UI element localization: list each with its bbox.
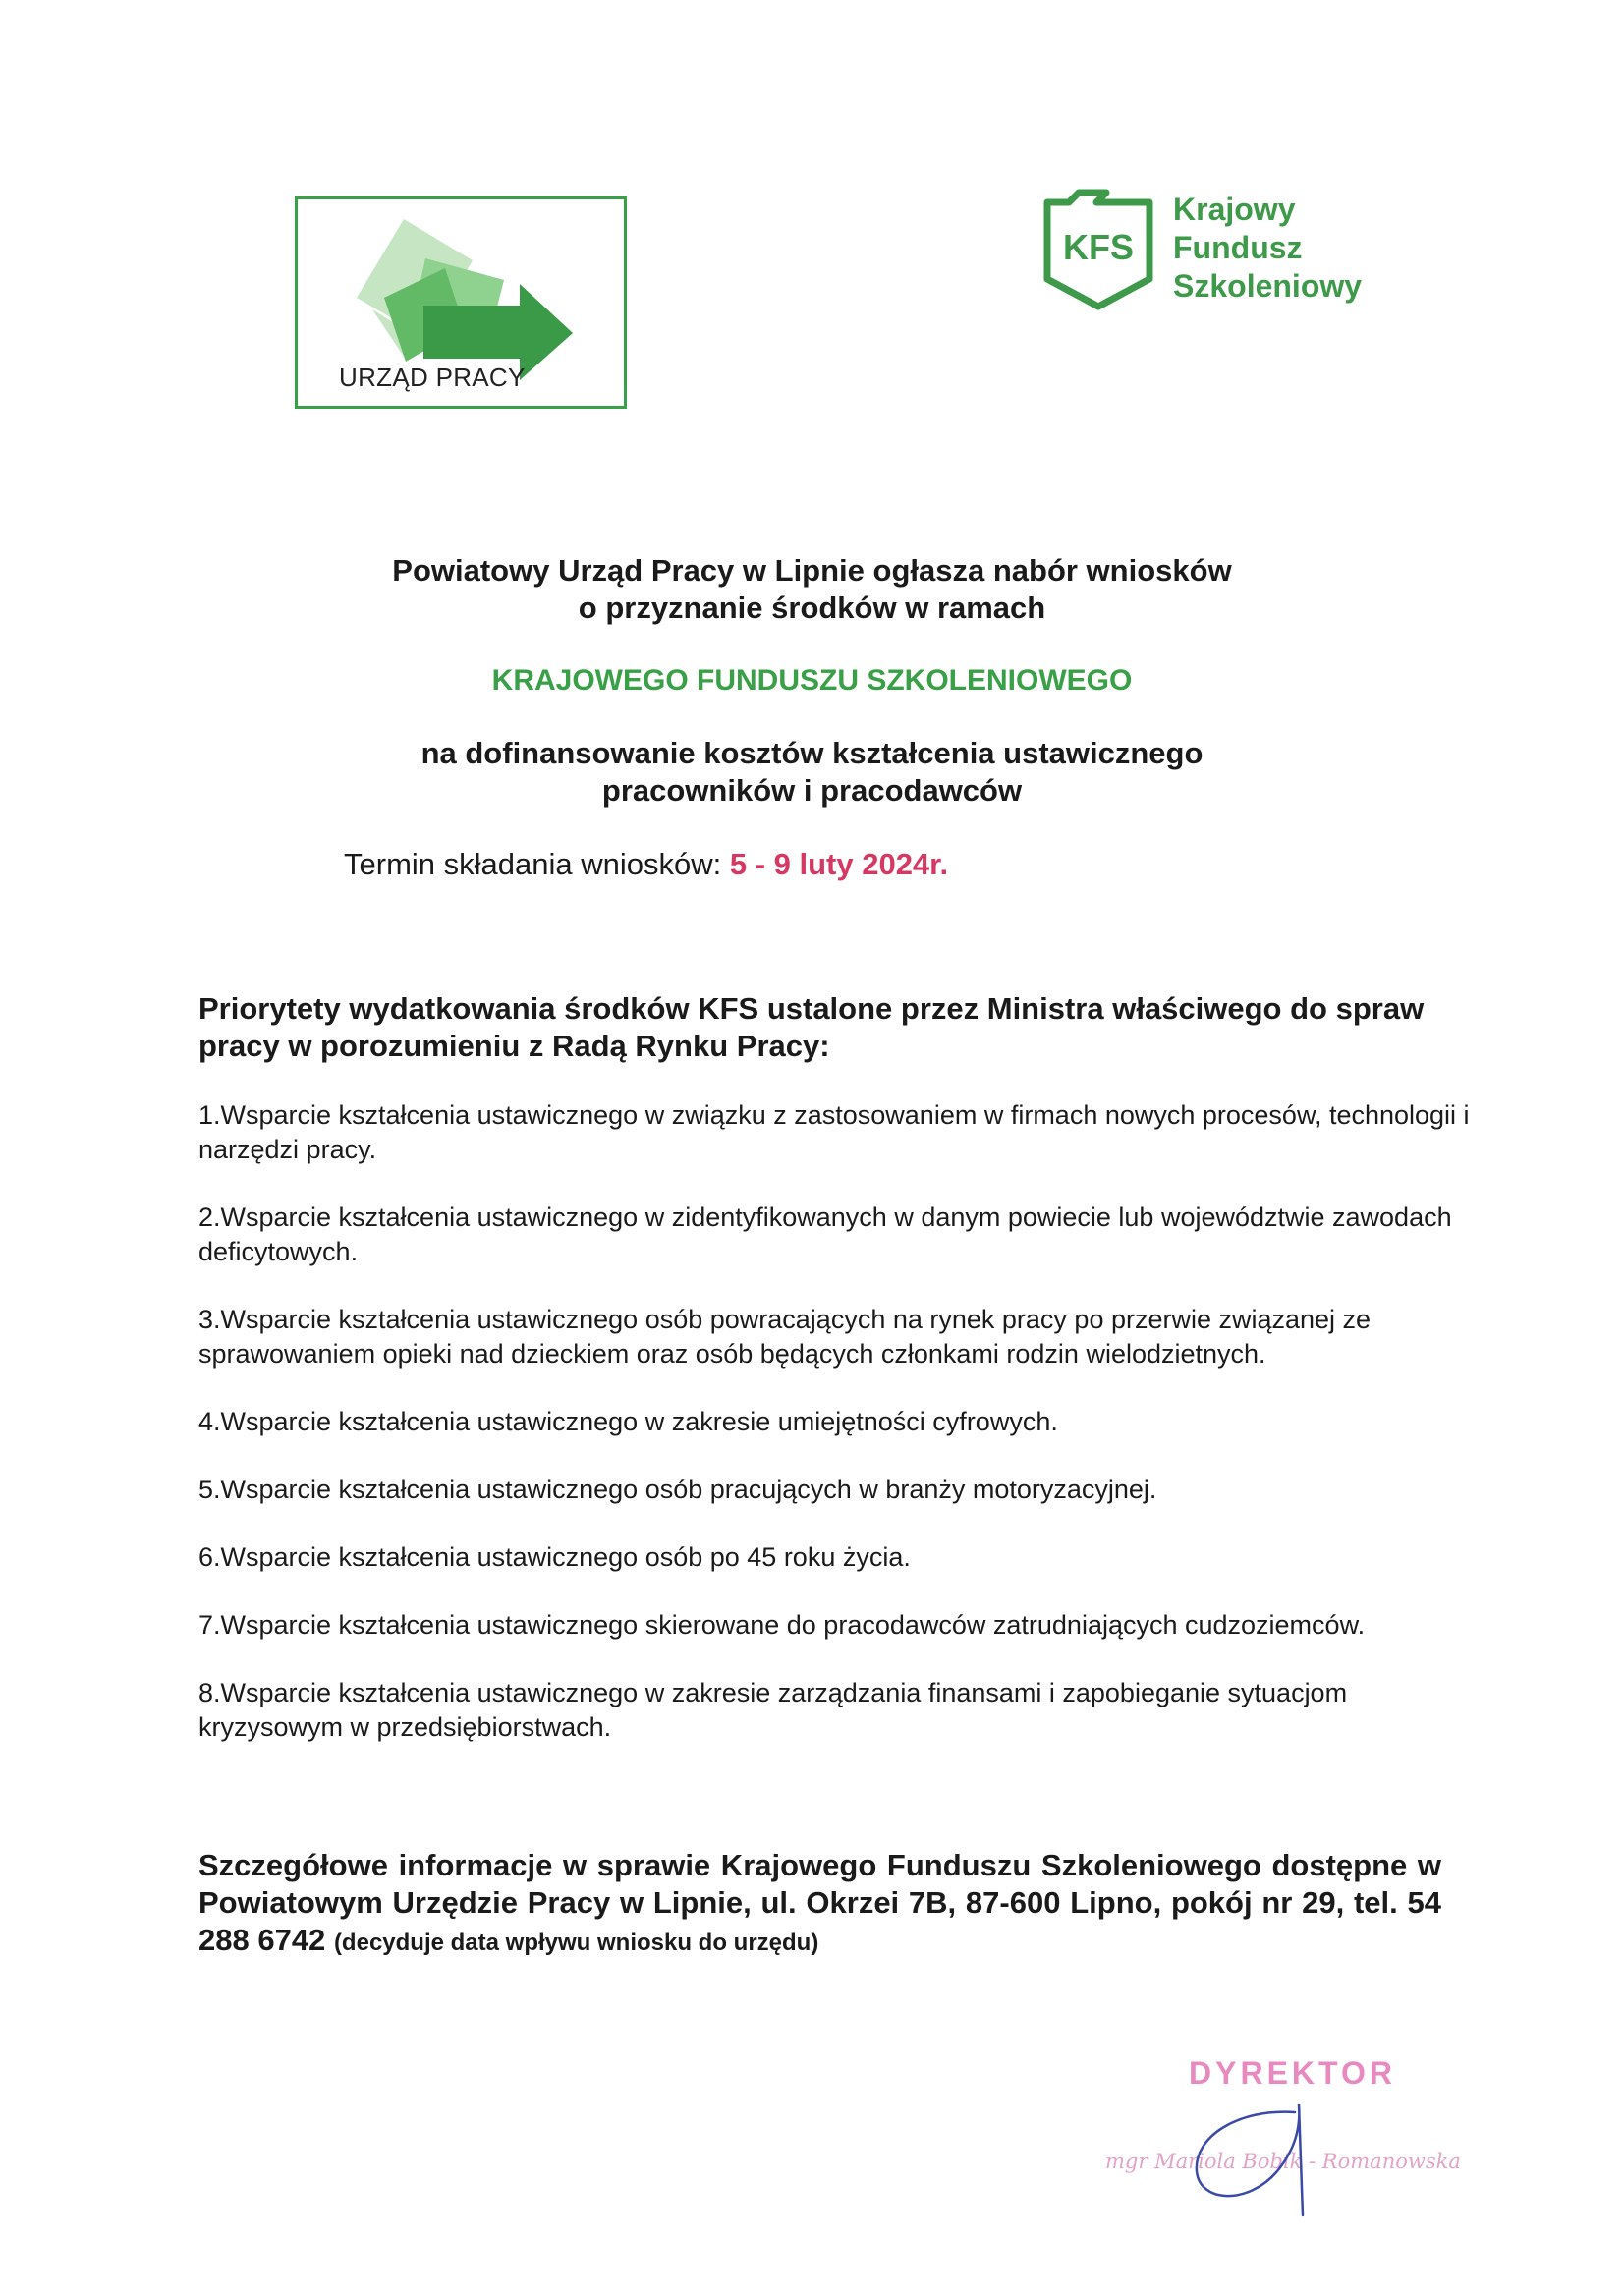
stamp-title: DYREKTOR (1189, 2055, 1396, 2091)
list-item: 4.Wsparcie kształcenia ustawicznego w zakresie umiejętności cyfrowych. (198, 1407, 1058, 1436)
list-item: 8.Wsparcie kształcenia ustawicznego w zakresie zarządzania finansami i zapobieganie sytuacjom kryzysowym w przedsiębiorstwach. (198, 1678, 1348, 1742)
fund-title: KRAJOWEGO FUNDUSZU SZKOLENIOWEGO (491, 664, 1133, 697)
kfs-line-2: Fundusz (1173, 230, 1303, 265)
list-item: 2.Wsparcie kształcenia ustawicznego w zidentyfikowanych w danym powiecie lub województwie zawodach deficytowych. (198, 1203, 1452, 1266)
deadline (344, 847, 948, 882)
purpose-line-1: na dofinansowanie kosztów kształcenia ustawicznego (420, 736, 1204, 770)
header-line-1: Powiatowy Urząd Pracy w Lipnie ogłasza nabór wniosków (392, 553, 1232, 588)
announcement-header (0, 552, 1624, 627)
deadline-label: Termin składania wniosków: (344, 847, 722, 881)
list-item: 5.Wsparcie kształcenia ustawicznego osób pracujących w branży motoryzacyjnej. (198, 1475, 1157, 1504)
purpose-line-2: pracowników i pracodawców (601, 773, 1023, 808)
priorities-list (198, 1098, 1476, 1778)
signature-icon (1081, 2043, 1493, 2220)
list-item: 1.Wsparcie kształcenia ustawicznego w związku z zastosowaniem w firmach nowych procesów, technologii i narzędzi pracy. (198, 1100, 1470, 1164)
stamp-name: mgr Mariola Bobik - Romanowska (1105, 2150, 1461, 2173)
contact-note: (decyduje data wpływu wniosku do urzędu) (333, 1930, 819, 1956)
kfs-abbr: KFS (1063, 227, 1134, 267)
kfs-line-3: Szkoleniowy (1173, 268, 1363, 304)
director-stamp (1081, 2043, 1493, 2220)
kfs-logo (1039, 189, 1393, 316)
kfs-line-1: Krajowy (1173, 192, 1296, 227)
contact-info (198, 1847, 1441, 1962)
header-line-2: o przyznanie środków w ramach (578, 590, 1046, 625)
kfs-wordmark (1173, 191, 1362, 306)
list-item: 6.Wsparcie kształcenia ustawicznego osób po 45 roku życia. (198, 1542, 911, 1572)
purpose (0, 735, 1624, 810)
kfs-badge-icon (1039, 189, 1167, 316)
deadline-date: 5 - 9 luty 2024r. (729, 847, 949, 881)
list-item: 7.Wsparcie kształcenia ustawicznego skierowane do pracodawców zatrudniających cudzoziemców. (198, 1610, 1366, 1640)
list-item: 3.Wsparcie kształcenia ustawicznego osób powracających na rynek pracy po przerwie związanej ze sprawowaniem opieki nad dzieckiem oraz osób będących członkami rodzin wielodzietnych. (198, 1305, 1372, 1369)
urzad-pracy-label: URZĄD PRACY (339, 363, 526, 392)
urzad-pracy-logo (295, 196, 627, 409)
priorities-heading: Priorytety wydatkowania środków KFS ustalone przez Ministra właściwego do spraw pracy w porozumieniu z Radą Rynku Pracy: (198, 991, 1425, 1063)
contact-text: Szczegółowe informacje w sprawie Krajowego Funduszu Szkoleniowego dostępne w Powiatowym Urzędzie Pracy w Lipnie, ul. Okrzei 7B, 87-600 Lipno, pokój nr 29, tel. 54 288 6742 (198, 1848, 1441, 1957)
